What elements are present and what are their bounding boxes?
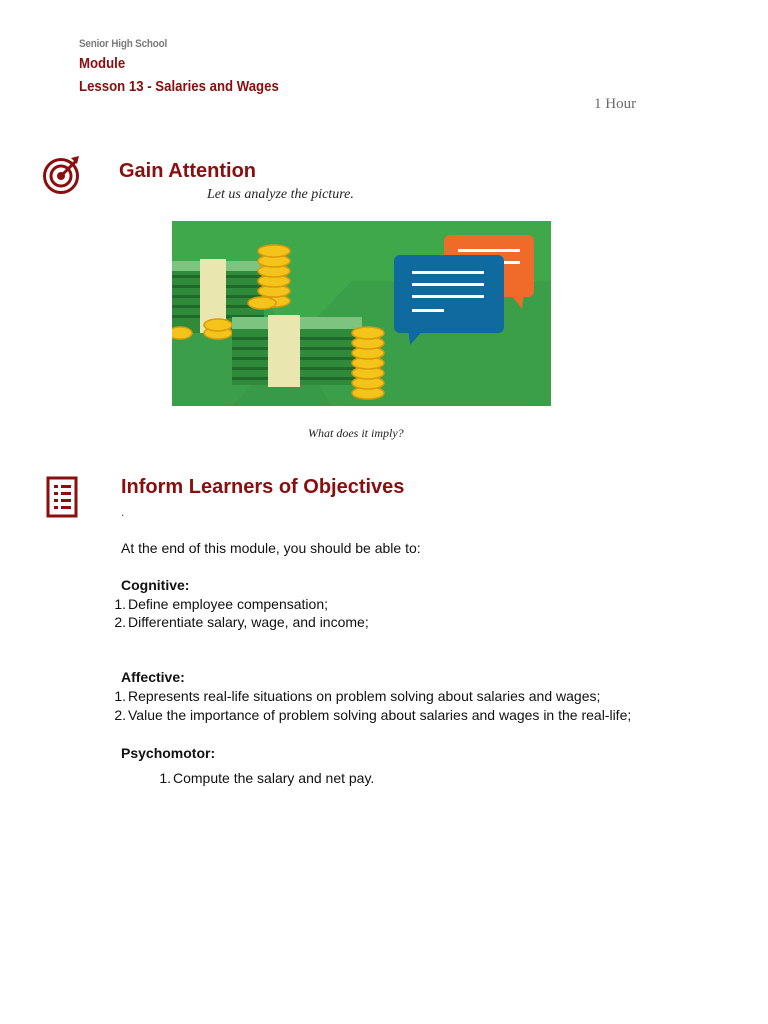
list-text: Value the importance of problem solving about salaries and wages in the real-life; bbox=[128, 707, 632, 723]
module-label: Module bbox=[79, 55, 126, 72]
list-number: 1. bbox=[114, 688, 126, 704]
list-number: 2. bbox=[114, 614, 126, 630]
duration-label: 1 Hour bbox=[594, 96, 637, 112]
money-chat-illustration bbox=[172, 221, 551, 406]
psychomotor-heading: Psychomotor: bbox=[121, 745, 216, 761]
affective-heading: Affective: bbox=[121, 669, 185, 685]
target-icon bbox=[42, 154, 82, 196]
checklist-icon bbox=[44, 475, 80, 519]
lesson-title: Lesson 13 - Salaries and Wages bbox=[79, 78, 279, 95]
school-label: Senior High School bbox=[79, 38, 168, 50]
list-text: Differentiate salary, wage, and income; bbox=[128, 614, 369, 630]
picture-instruction: Let us analyze the picture. bbox=[207, 187, 354, 202]
list-text: Define employee compensation; bbox=[128, 596, 329, 612]
list-number: 2. bbox=[114, 707, 126, 723]
cognitive-heading: Cognitive: bbox=[121, 577, 190, 593]
stray-dot: . bbox=[121, 505, 125, 519]
objectives-intro: At the end of this module, you should be able to: bbox=[121, 540, 421, 556]
section-title-gain-attention: Gain Attention bbox=[119, 160, 257, 182]
list-number: 1. bbox=[159, 770, 171, 786]
section-title-objectives: Inform Learners of Objectives bbox=[121, 476, 405, 498]
picture-caption: What does it imply? bbox=[308, 426, 404, 440]
list-text: Compute the salary and net pay. bbox=[173, 770, 375, 786]
list-text: Represents real-life situations on problem solving about salaries and wages; bbox=[128, 688, 601, 704]
list-number: 1. bbox=[114, 596, 126, 612]
